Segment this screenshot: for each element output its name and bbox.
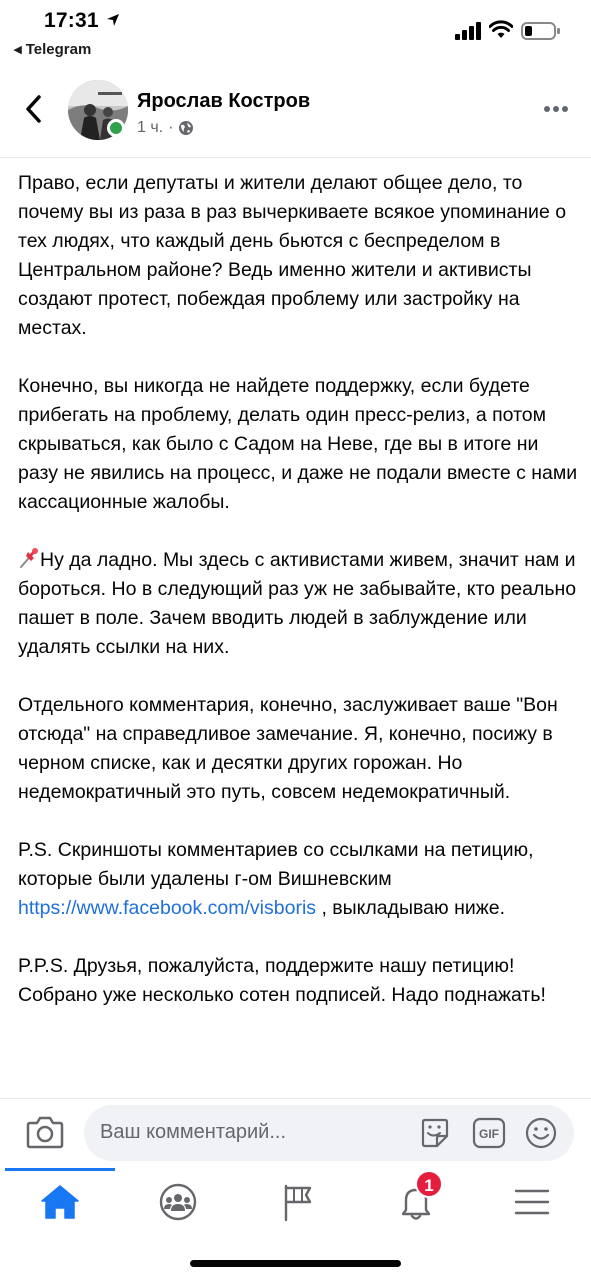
emoji-icon[interactable]: [524, 1116, 558, 1150]
header-divider: [0, 157, 591, 158]
post-paragraph: P.P.S. Друзья, пожалуйста, поддержите нашу петицию! Собрано уже несколько сотен подписей. Надо поднажать!: [18, 955, 546, 1006]
home-icon[interactable]: [38, 1180, 82, 1224]
post-header: [0, 78, 591, 156]
camera-icon[interactable]: [26, 1115, 64, 1149]
post-body: [18, 169, 578, 1039]
comment-input[interactable]: [84, 1105, 574, 1161]
meta-separator: ·: [168, 119, 174, 136]
comment-bar: [0, 1098, 591, 1166]
bottom-nav: [0, 1166, 591, 1246]
profile-link[interactable]: https://www.facebook.com/visboris: [18, 897, 317, 919]
pages-flag-icon[interactable]: [276, 1180, 320, 1224]
status-time: 17:31: [44, 9, 99, 32]
comment-placeholder: Ваш комментарий...: [100, 1121, 287, 1143]
post-paragraph: Отдельного комментария, конечно, заслуживает ваше "Вон отсюда" на справедливое замечание. Я, конечно, посижу в черном списке, как и десятки других горожан. Но недемократичный это путь, совсем недемократичный.: [18, 694, 558, 803]
groups-icon[interactable]: [156, 1180, 200, 1224]
pushpin-emoji-icon: [18, 547, 40, 569]
post-paragraph-text: Ну да ладно. Мы здесь с активистами живем, значит нам и бороться. Но в следующий раз уж не забывайте, кто реально пашет в поле. Зачем вводить людей в заблуждение или удалять ссылки на них.: [18, 549, 577, 658]
nav-active-indicator: [5, 1168, 115, 1171]
back-chevron-icon[interactable]: [22, 94, 46, 124]
online-status-dot: [107, 119, 125, 137]
wifi-icon: [489, 20, 513, 40]
post-paragraph-text: P.S. Скриншоты комментариев со ссылками на петицию, которые были удалены г-ом Вишневским: [18, 839, 534, 890]
notification-badge: 1: [415, 1170, 443, 1198]
svg-text:GIF: GIF: [479, 1127, 499, 1141]
post-paragraph-text: , выкладываю ниже.: [316, 897, 506, 919]
status-bar: [0, 0, 591, 64]
battery-icon: [521, 21, 561, 41]
menu-icon[interactable]: [510, 1180, 554, 1224]
post-paragraph: Право, если депутаты и жители делают общее дело, то почему вы из раза в раз вычеркиваете всякое упоминание о тех людях, что каждый день бьются с беспределом в Центральном районе? Ведь именно жители и активисты создают протест, побеждая проблему или застройку на местах.: [18, 172, 567, 339]
post-paragraph: [18, 836, 578, 923]
more-options-icon[interactable]: [543, 105, 569, 113]
post-meta: [137, 119, 194, 137]
post-paragraph: Конечно, вы никогда не найдете поддержку, если будете прибегать на проблему, делать один пресс-релиз, а потом скрываться, как было с Садом на Неве, где вы в итоге ни разу не явились на процесс, и даже не подали вместе с нами кассационные жалобы.: [18, 375, 578, 513]
home-indicator: [190, 1260, 401, 1267]
cellular-signal-icon: [455, 22, 483, 40]
post-time[interactable]: 1 ч.: [137, 119, 164, 136]
location-arrow-icon: [106, 13, 120, 27]
back-to-app-link[interactable]: ◂ Telegram: [14, 41, 92, 58]
sticker-icon[interactable]: [418, 1116, 452, 1150]
notifications-tab[interactable]: [394, 1176, 438, 1224]
gif-icon[interactable]: [472, 1116, 506, 1150]
author-name[interactable]: Ярослав Костров: [137, 90, 311, 112]
post-paragraph: [18, 546, 578, 662]
globe-icon: [178, 120, 194, 136]
